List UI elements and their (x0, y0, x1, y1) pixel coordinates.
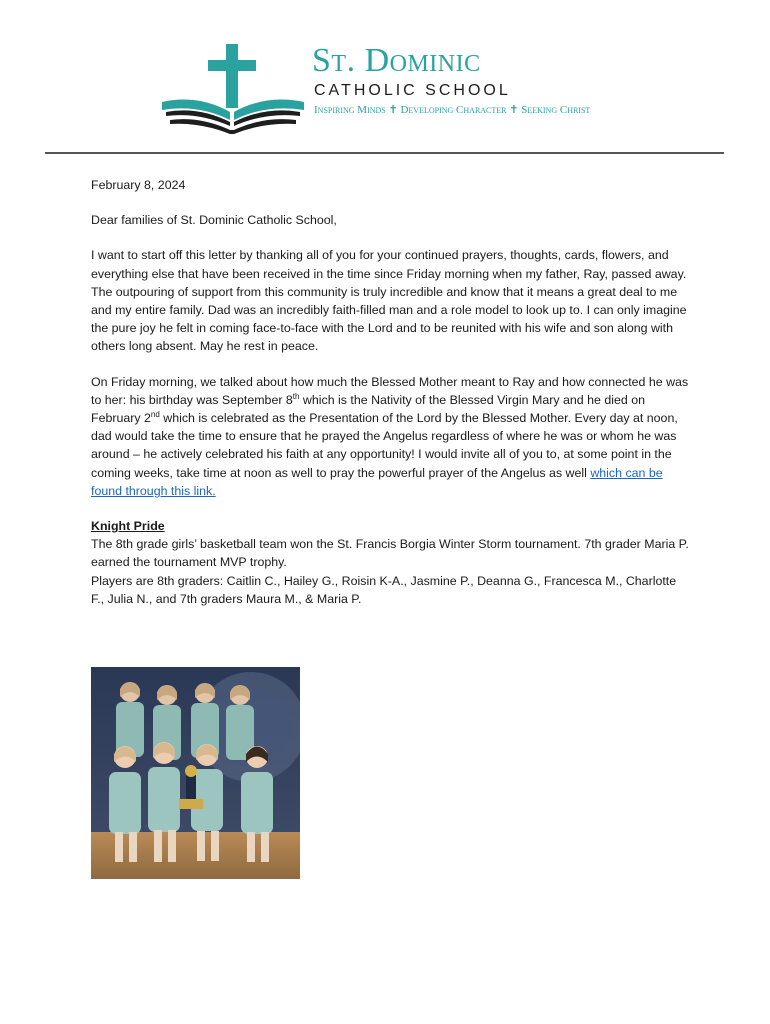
knight-pride-heading: Knight Pride (91, 519, 165, 534)
letter-date: February 8, 2024 (91, 178, 186, 192)
paragraph-angelus-text-2: which is the Nativity of the Blessed Virgin Mary and he died on February 2 (91, 392, 645, 426)
school-name: St. Dominic (312, 42, 481, 79)
angelus-prayer-link[interactable]: which can be found through this link. (91, 465, 663, 498)
paragraph-angelus (91, 373, 691, 500)
paragraph-angelus-text-1: On Friday morning, we talked about how much the Blessed Mother meant to Ray and how connected he was to her: his birthday was September 8 (91, 374, 689, 407)
header-divider (45, 152, 724, 154)
school-type: CATHOLIC SCHOOL (314, 82, 511, 99)
superscript-th: th (292, 391, 300, 401)
paragraph-thanks: I want to start off this letter by thanking all of you for your continued prayers, thoughts, cards, flowers, and everything else that have been received in the time since Friday morning when my father, Ray, passed away. The outpouring of support from this community is truly incredible and know that it means a great deal to me and my entire family. Dad was an incredibly faith-filled man and a role model to look up to. I can only imagine the pure joy he felt in coming face-to-face with the Lord and to be reunited with his wife and son along with others long absent. May he rest in peace. (91, 248, 687, 354)
superscript-nd: nd (150, 409, 160, 419)
team-photo-image (91, 667, 300, 879)
letter-body (91, 176, 691, 608)
school-tagline: Inspiring Minds ✝ Developing Character ✝ Seeking Christ (314, 104, 591, 116)
cross-and-book-logo-icon (158, 40, 308, 140)
knight-pride-roster: Players are 8th graders: Caitlin C., Hailey G., Roisin K-A., Jasmine P., Deanna G., Francesca M., Charlotte F., Julia N., and 7th graders Maura M., & Maria P. (91, 573, 677, 606)
team-photo (91, 667, 300, 879)
knight-pride-announcement: The 8th grade girls’ basketball team won the St. Francis Borgia Winter Storm tournament. 7th grader Maria P. earned the tournament MVP trophy. (91, 537, 689, 570)
paragraph-angelus-text-3: which is celebrated as the Presentation of the Lord by the Blessed Mother. Every day at noon, dad would take the time to ensure that he prayed the Angelus regardless of where he was or whom he was around – he actively celebrated his faith at any opportunity! I would invite all of you to, at some point in the coming weeks, take time at noon as well to pray the powerful prayer of the Angelus as well (91, 411, 678, 480)
letterhead (0, 0, 770, 150)
salutation: Dear families of St. Dominic Catholic School, (91, 213, 337, 228)
